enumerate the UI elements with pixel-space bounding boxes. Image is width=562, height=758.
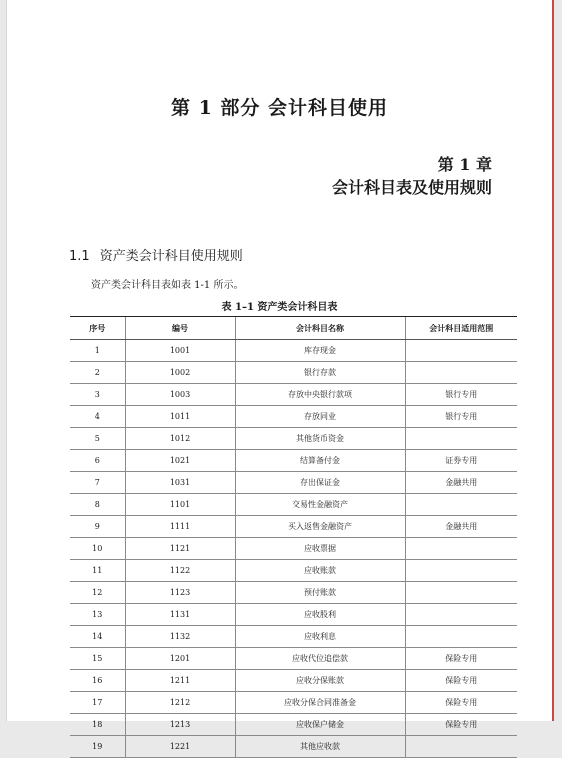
cell-index: 12	[70, 582, 125, 604]
section-title: 资产类会计科目使用规则	[99, 249, 243, 264]
chapter-title: 会计科目表及使用规则	[331, 178, 492, 197]
cell-scope: 保险专用	[405, 648, 517, 670]
cell-scope	[405, 736, 517, 758]
table-row	[70, 406, 517, 428]
cell-code: 1002	[125, 362, 235, 384]
cell-code: 1011	[125, 406, 235, 428]
intro-paragraph: 资产类会计科目表如表 1-1 所示。	[91, 280, 244, 291]
cell-account-name: 交易性金融资产	[235, 494, 405, 516]
cell-index: 5	[70, 428, 125, 450]
cell-account-name: 应收代位追偿款	[235, 648, 405, 670]
cell-index: 13	[70, 604, 125, 626]
table-row	[70, 384, 517, 406]
cell-index: 15	[70, 648, 125, 670]
cell-account-name: 存放中央银行款项	[235, 384, 405, 406]
cell-account-name: 应收分保账款	[235, 670, 405, 692]
table-row	[70, 450, 517, 472]
cell-scope	[405, 604, 517, 626]
cell-index: 18	[70, 714, 125, 736]
cell-account-name: 应收股利	[235, 604, 405, 626]
table-row	[70, 516, 517, 538]
cell-account-name: 银行存款	[235, 362, 405, 384]
column-header-account-name: 会计科目名称	[235, 317, 405, 340]
cell-index: 3	[70, 384, 125, 406]
cell-index: 1	[70, 340, 125, 362]
cell-scope: 证券专用	[405, 450, 517, 472]
table-row	[70, 714, 517, 736]
cell-index: 17	[70, 692, 125, 714]
table-row	[70, 538, 517, 560]
cell-scope	[405, 626, 517, 648]
cell-account-name: 其他应收款	[235, 736, 405, 758]
cell-scope: 保险专用	[405, 714, 517, 736]
table-row	[70, 692, 517, 714]
cell-index: 2	[70, 362, 125, 384]
cell-scope: 金融共用	[405, 516, 517, 538]
cell-scope	[405, 582, 517, 604]
cell-scope	[405, 362, 517, 384]
cell-scope	[405, 428, 517, 450]
cell-account-name: 其他货币资金	[235, 428, 405, 450]
table-row	[70, 428, 517, 450]
cell-code: 1212	[125, 692, 235, 714]
cell-index: 11	[70, 560, 125, 582]
part-title: 第 1 部分 会计科目使用	[170, 97, 389, 119]
table-row	[70, 340, 517, 362]
table-caption: 表 1–1 资产类会计科目表	[221, 302, 338, 313]
column-header-index: 序号	[70, 317, 125, 340]
cell-code: 1111	[125, 516, 235, 538]
cell-account-name: 存出保证金	[235, 472, 405, 494]
cell-code: 1012	[125, 428, 235, 450]
cell-scope	[405, 538, 517, 560]
table-row	[70, 736, 517, 758]
cell-code: 1031	[125, 472, 235, 494]
cell-scope: 保险专用	[405, 670, 517, 692]
cell-account-name: 结算备付金	[235, 450, 405, 472]
cell-account-name: 应收账款	[235, 560, 405, 582]
cell-code: 1211	[125, 670, 235, 692]
table-row	[70, 472, 517, 494]
cell-code: 1121	[125, 538, 235, 560]
cell-scope: 金融共用	[405, 472, 517, 494]
cell-account-name: 应收利息	[235, 626, 405, 648]
cell-scope: 保险专用	[405, 692, 517, 714]
cell-account-name: 应收票据	[235, 538, 405, 560]
column-header-scope: 会计科目适用范围	[405, 317, 517, 340]
cell-code: 1122	[125, 560, 235, 582]
cell-code: 1201	[125, 648, 235, 670]
section-number: 1.1	[69, 249, 90, 264]
cell-index: 19	[70, 736, 125, 758]
table-header-row	[70, 317, 517, 340]
table-row	[70, 362, 517, 384]
cell-index: 4	[70, 406, 125, 428]
chapter-number: 第 1 章	[437, 155, 492, 174]
cell-account-name: 应收分保合同准备金	[235, 692, 405, 714]
cell-scope	[405, 340, 517, 362]
section-heading	[69, 245, 243, 264]
document-page	[6, 0, 554, 751]
cell-code: 1003	[125, 384, 235, 406]
cell-scope	[405, 560, 517, 582]
table-row	[70, 494, 517, 516]
table-row	[70, 648, 517, 670]
cell-index: 6	[70, 450, 125, 472]
cell-index: 16	[70, 670, 125, 692]
cell-account-name: 库存现金	[235, 340, 405, 362]
column-header-code: 编号	[125, 317, 235, 340]
cell-index: 10	[70, 538, 125, 560]
cell-scope	[405, 494, 517, 516]
cell-scope: 银行专用	[405, 384, 517, 406]
cell-code: 1101	[125, 494, 235, 516]
asset-accounts-table	[70, 316, 517, 758]
cell-code: 1221	[125, 736, 235, 758]
table-row	[70, 670, 517, 692]
cell-index: 8	[70, 494, 125, 516]
cell-account-name: 预付账款	[235, 582, 405, 604]
cell-account-name: 存放同业	[235, 406, 405, 428]
cell-code: 1001	[125, 340, 235, 362]
cell-index: 7	[70, 472, 125, 494]
cell-code: 1213	[125, 714, 235, 736]
cell-code: 1021	[125, 450, 235, 472]
cell-code: 1132	[125, 626, 235, 648]
cell-account-name: 买入返售金融资产	[235, 516, 405, 538]
cell-code: 1131	[125, 604, 235, 626]
cell-index: 9	[70, 516, 125, 538]
table-row	[70, 582, 517, 604]
cell-scope: 银行专用	[405, 406, 517, 428]
cell-account-name: 应收保户储金	[235, 714, 405, 736]
table-row	[70, 560, 517, 582]
cell-index: 14	[70, 626, 125, 648]
cell-code: 1123	[125, 582, 235, 604]
table-row	[70, 626, 517, 648]
table-row	[70, 604, 517, 626]
